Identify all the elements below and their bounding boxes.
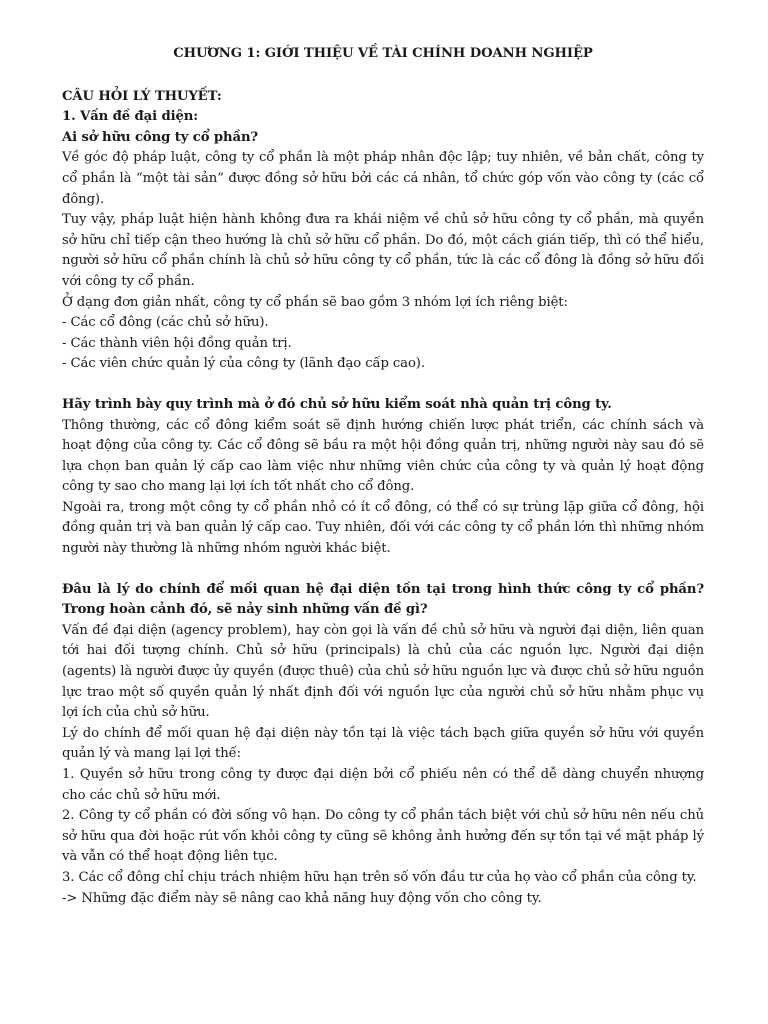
q3-point-1: 1. Quyền sở hữu trong công ty được đại diện bởi cổ phiếu nên có thể dễ dàng chuyển nhượng cho các chủ sở hữu mới. (62, 767, 704, 803)
q1-list-item: - Các viên chức quản lý của công ty (lãnh đạo cấp cao). (62, 356, 425, 372)
q1-list-item: - Các cổ đông (các chủ sở hữu). (62, 315, 269, 331)
q1-paragraph-2: Tuy vậy, pháp luật hiện hành không đưa ra khái niệm về chủ sở hữu công ty cổ phần, mà quyền sở hữu chỉ tiếp cận theo hướng là chủ sở hữu cổ phần. Do đó, một cách gián tiếp, thì có thể hiểu, người sở hữu cổ phần chính là chủ sở hữu công ty cổ phần, tức là các cổ đông là đồng sở hữu đối với công ty cổ phần. (62, 212, 704, 289)
q3-point-2: 2. Công ty cổ phần có đời sống vô hạn. Do công ty cổ phần tách biệt với chủ sở hữu nên nếu chủ sở hữu qua đời hoặc rút vốn khỏi công ty cũng sẽ không ảnh hưởng đến sự tồn tại về mặt pháp lý và vẫn có thể hoạt động liên tục. (62, 808, 704, 865)
q1-paragraph-3: Ở dạng đơn giản nhất, công ty cổ phần sẽ bao gồm 3 nhóm lợi ích riêng biệt: (62, 294, 568, 310)
section-heading: CÂU HỎI LÝ THUYẾT: (62, 88, 222, 104)
q3-paragraph-2: Lý do chính để mối quan hệ đại diện này tồn tại là việc tách bạch giữa quyền sở hữu với quyền quản lý và mang lại lợi thế: (62, 725, 704, 762)
question-2: Hãy trình bày quy trình mà ở đó chủ sở hữu kiểm soát nhà quản trị công ty. (62, 396, 612, 412)
q1-list-item: - Các thành viên hội đồng quản trị. (62, 335, 292, 351)
q2-paragraph-1: Thông thường, các cổ đông kiểm soát sẽ định hướng chiến lược phát triển, các chính sách và hoạt động của công ty. Các cổ đông sẽ bầu ra một hội đồng quản trị, những người này sau đó sẽ lựa chọn ban quản lý cấp cao làm việc như những viên chức của công ty và quản lý hoạt động công ty sao cho mang lại lợi ích tốt nhất cho cổ đông. (62, 417, 704, 495)
q3-point-3: 3. Các cổ đông chỉ chịu trách nhiệm hữu hạn trên số vốn đầu tư của họ vào cổ phần của công ty. (62, 869, 697, 885)
q2-paragraph-2: Ngoài ra, trong một công ty cổ phần nhỏ có ít cổ đông, có thể có sự trùng lặp giữa cổ đông, hội đồng quản trị và ban quản lý cấp cao. Tuy nhiên, đối với các công ty cổ phần lớn thì những nhóm người này thường là những nhóm người khác biệt. (62, 499, 704, 557)
subsection-heading: 1. Vấn đề đại diện: (62, 109, 199, 125)
q1-paragraph-1: Về góc độ pháp luật, công ty cổ phần là một pháp nhân độc lập; tuy nhiên, về bản chất, công ty cổ phần là “một tài sản” được đồng sở hữu bởi các cá nhân, tổ chức góp vốn vào công ty (các cổ đông). (62, 150, 704, 207)
question-1: Ai sở hữu công ty cổ phần? (62, 129, 259, 145)
question-3: Đâu là lý do chính để mối quan hệ đại diện tồn tại trong hình thức công ty cổ phần? Trong hoàn cảnh đó, sẽ nảy sinh những vấn đề gì? (62, 581, 704, 618)
document-page (62, 44, 704, 909)
chapter-title: CHƯƠNG 1: GIỚI THIỆU VỀ TÀI CHÍNH DOANH NGHIỆP (173, 46, 593, 61)
q3-conclusion: -> Những đặc điểm này sẽ nâng cao khả năng huy động vốn cho công ty. (62, 890, 542, 906)
q3-paragraph-1: Vấn đề đại diện (agency problem), hay còn gọi là vấn đề chủ sở hữu và người đại diện, liên quan tới hai đối tượng chính. Chủ sở hữu (principals) là chủ của các nguồn lực. Người đại diện (agents) là người được ủy quyền (được thuê) của chủ sở hữu nguồn lực và được chủ sở hữu nguồn lực trao một số quyền quản lý nhất định đối với nguồn lực của người chủ sở hữu nhằm phục vụ lợi ích của chủ sở hữu. (62, 622, 704, 721)
